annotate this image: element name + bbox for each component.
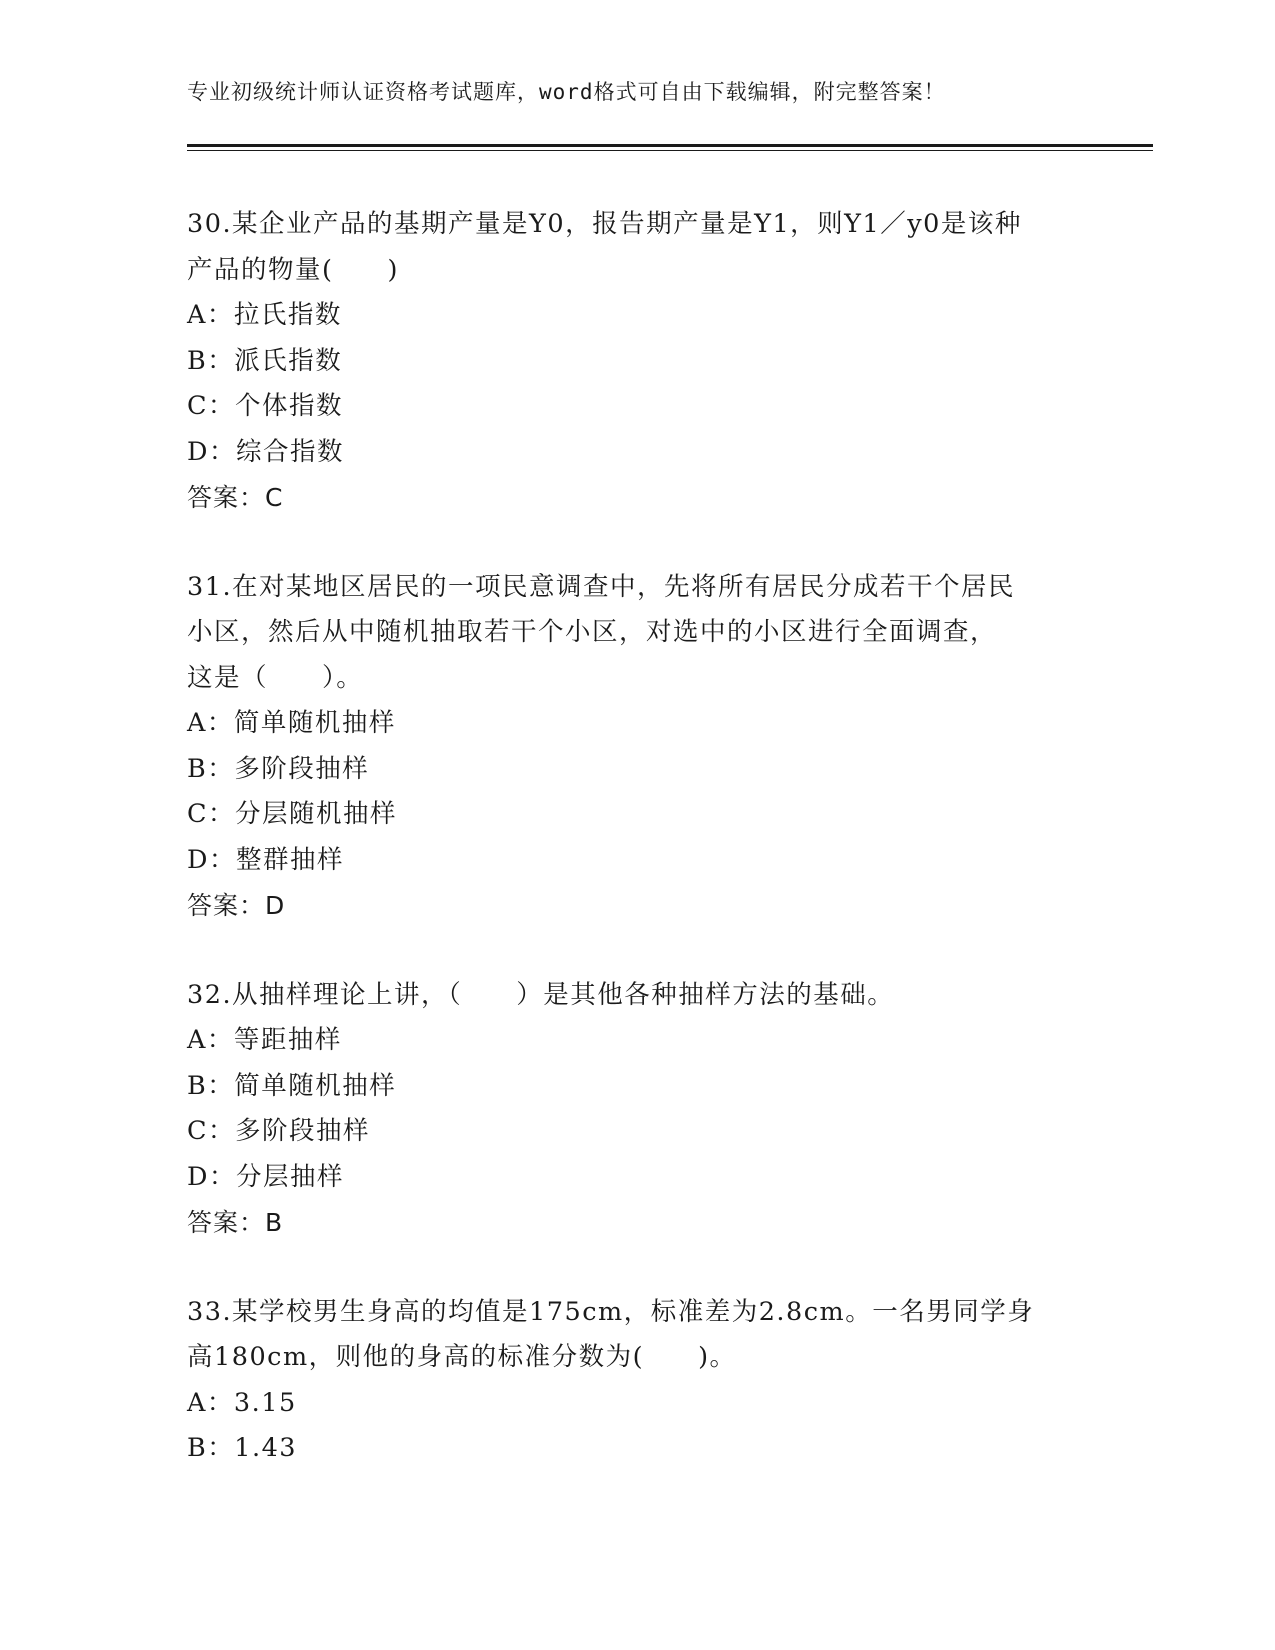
option-b: B：多阶段抽样 bbox=[187, 753, 370, 784]
question-31 bbox=[187, 565, 1087, 929]
option-b: B：简单随机抽样 bbox=[187, 1070, 397, 1101]
option-c: C：分层随机抽样 bbox=[187, 799, 398, 829]
option-a: A：拉氏指数 bbox=[187, 300, 342, 330]
question-33 bbox=[187, 1290, 1087, 1472]
question-text-line: 32.从抽样理论上讲，（ ）是其他各种抽样方法的基础。 bbox=[187, 979, 895, 1010]
question-text-line: 小区，然后从中随机抽取若干个小区，对选中的小区进行全面调查， bbox=[187, 617, 998, 647]
option-d: D：分层抽样 bbox=[187, 1161, 344, 1192]
option-d: D：综合指数 bbox=[187, 436, 344, 467]
question-text-line: 33.某学校男生身高的均值是175cm，标准差为2.8cm。一名男同学身 bbox=[187, 1296, 1035, 1327]
question-text-line: 31.在对某地区居民的一项民意调查中，先将所有居民分成若干个居民 bbox=[187, 571, 1016, 602]
answer-line: 答案：C bbox=[187, 483, 284, 512]
option-c: C：多阶段抽样 bbox=[187, 1116, 371, 1146]
question-32 bbox=[187, 973, 1087, 1246]
option-b: B：派氏指数 bbox=[187, 345, 343, 376]
question-text-line: 这是（ ）。 bbox=[187, 662, 364, 693]
answer-line: 答案：B bbox=[187, 1208, 284, 1237]
option-a: A：简单随机抽样 bbox=[187, 708, 396, 738]
answer-line: 答案：D bbox=[187, 891, 286, 920]
option-b: B：1.43 bbox=[187, 1433, 298, 1463]
header-rule-thick bbox=[187, 144, 1153, 147]
option-a: A：3.15 bbox=[187, 1387, 297, 1418]
page-header: 专业初级统计师认证资格考试题库，word格式可自由下载编辑，附完整答案！ bbox=[187, 80, 946, 104]
option-d: D：整群抽样 bbox=[187, 844, 344, 875]
question-text-line: 30.某企业产品的基期产量是Y0，报告期产量是Y1，则Y1／y0是该种 bbox=[187, 209, 1022, 239]
option-a: A：等距抽样 bbox=[187, 1025, 342, 1055]
question-30 bbox=[187, 202, 1087, 521]
question-list bbox=[187, 202, 1087, 1516]
header-rule-thin bbox=[187, 150, 1153, 151]
option-c: C：个体指数 bbox=[187, 391, 344, 421]
question-text-line: 高180cm，则他的身高的标准分数为( )。 bbox=[187, 1342, 737, 1372]
question-text-line: 产品的物量( ) bbox=[187, 254, 399, 285]
